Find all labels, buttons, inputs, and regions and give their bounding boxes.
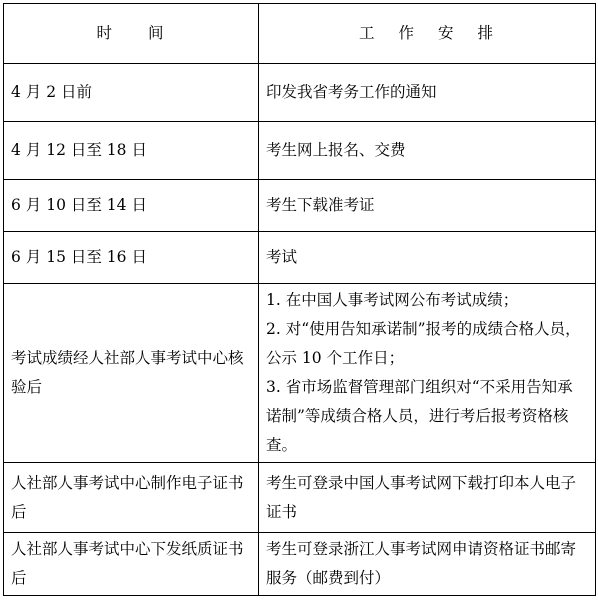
table-header-row	[4, 4, 596, 64]
header-work-char: 作	[398, 24, 416, 42]
table-row	[4, 180, 596, 232]
time-cell: 人社部人事考试中心下发纸质证书后	[4, 533, 259, 596]
time-cell: 6 月 10 日至 14 日	[4, 180, 259, 232]
work-item: 2. 对“使用告知承诺制”报考的成绩合格人员，公示 10 个工作日；	[266, 320, 581, 367]
header-work-char: 工	[358, 24, 377, 42]
work-item: 3. 省市场监督管理部门组织对“不采用告知承诺制”等成绩合格人员，进行考后报考资格核查。	[266, 378, 573, 454]
header-work-char: 安	[438, 24, 456, 42]
header-time-char: 时	[96, 24, 114, 42]
exam-schedule-table	[3, 3, 596, 596]
work-cell: 考试	[259, 232, 596, 284]
work-cell: 考生下载准考证	[259, 180, 596, 232]
work-cell: 考生可登录中国人事考试网下载打印本人电子证书	[259, 463, 596, 533]
work-item: 1. 在中国人事考试网公布考试成绩；	[266, 291, 519, 309]
header-work	[259, 4, 596, 64]
table-row	[4, 463, 596, 533]
time-cell: 4 月 12 日至 18 日	[4, 122, 259, 180]
time-cell: 考试成绩经人社部人事考试中心核验后	[4, 284, 259, 463]
header-work-char: 排	[477, 24, 496, 42]
table-row	[4, 122, 596, 180]
header-time	[4, 4, 259, 64]
time-cell: 4 月 2 日前	[4, 64, 259, 122]
work-cell	[259, 284, 596, 463]
header-time-char: 间	[148, 24, 166, 42]
table-row	[4, 284, 596, 463]
table-row	[4, 64, 596, 122]
work-cell: 考生可登录浙江人事考试网申请资格证书邮寄服务（邮费到付）	[259, 533, 596, 596]
time-cell: 人社部人事考试中心制作电子证书后	[4, 463, 259, 533]
table-row	[4, 533, 596, 596]
time-cell: 6 月 15 日至 16 日	[4, 232, 259, 284]
table-row	[4, 232, 596, 284]
work-cell: 印发我省考务工作的通知	[259, 64, 596, 122]
work-cell: 考生网上报名、交费	[259, 122, 596, 180]
